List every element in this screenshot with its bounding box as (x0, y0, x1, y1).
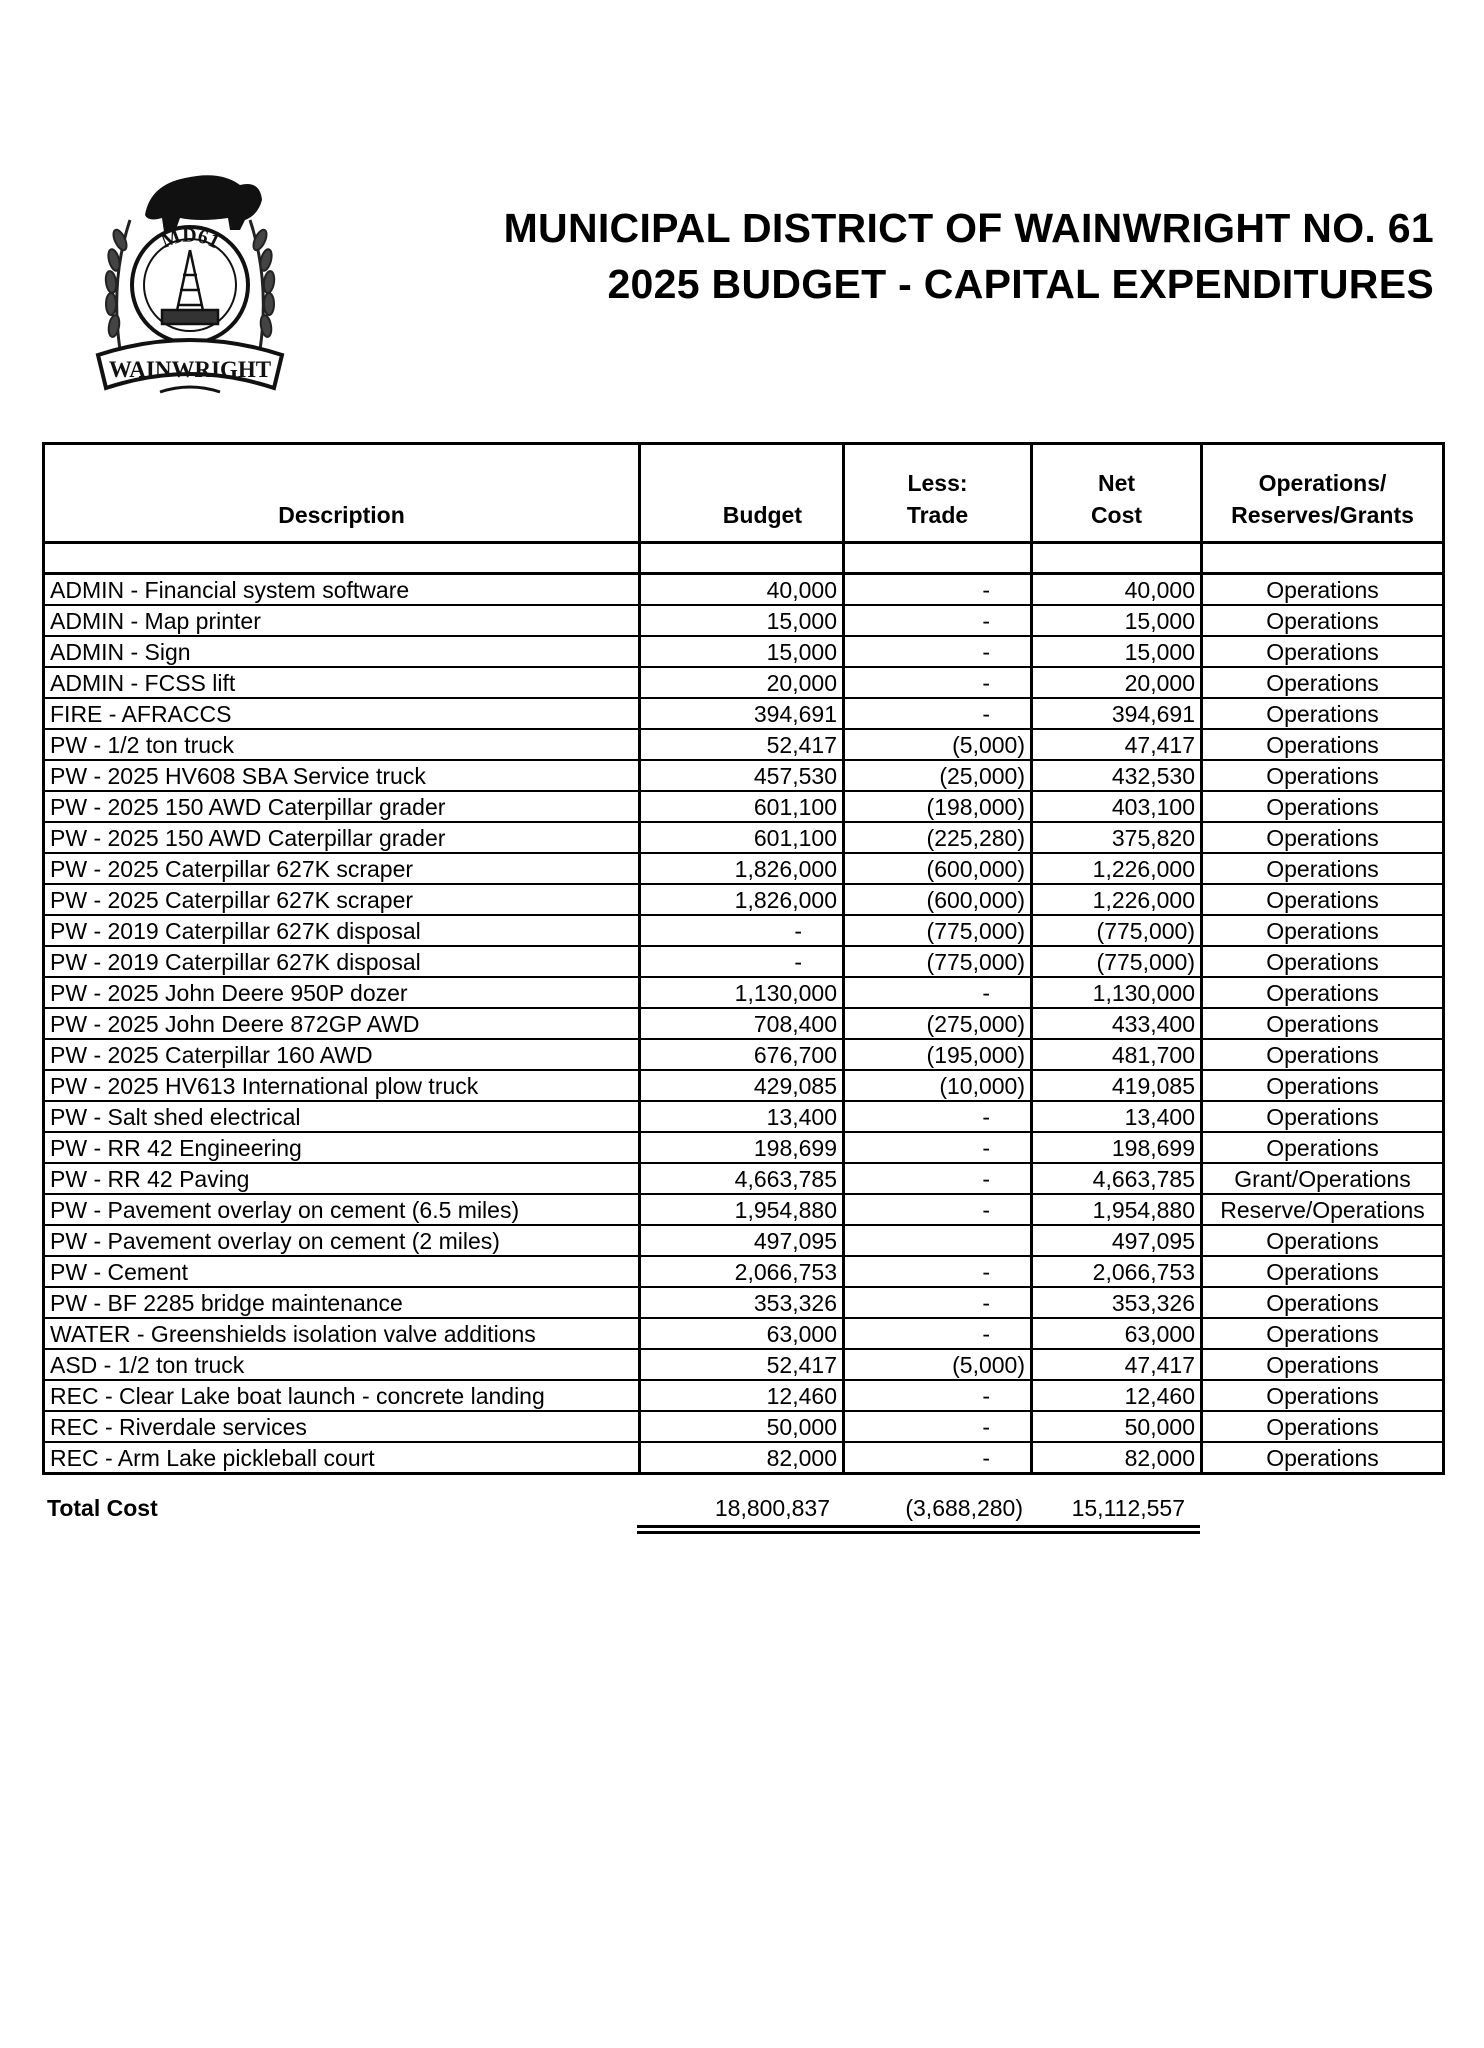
table-row (44, 977, 1444, 1008)
cell-net-cost: (775,000) (1032, 946, 1202, 977)
table-header-row (44, 444, 1444, 543)
cell-budget: 457,530 (640, 760, 844, 791)
table-row (44, 1101, 1444, 1132)
cell-description: PW - 2025 150 AWD Caterpillar grader (44, 822, 640, 853)
cell-funding-source: Operations (1202, 667, 1444, 698)
cell-funding-source: Operations (1202, 1380, 1444, 1411)
cell-description: PW - 1/2 ton truck (44, 729, 640, 760)
cell-net-cost: 481,700 (1032, 1039, 1202, 1070)
cell-net-cost: 1,226,000 (1032, 884, 1202, 915)
cell-trade: (10,000) (844, 1070, 1032, 1101)
cell-budget: 52,417 (640, 1349, 844, 1380)
cell-net-cost: 50,000 (1032, 1411, 1202, 1442)
cell-funding-source: Grant/Operations (1202, 1163, 1444, 1194)
table-row (44, 1349, 1444, 1380)
cell-description: PW - BF 2285 bridge maintenance (44, 1287, 640, 1318)
cell-trade: - (844, 1101, 1032, 1132)
cell-trade: - (844, 1287, 1032, 1318)
bison-icon (145, 175, 262, 232)
cell-description: PW - 2025 150 AWD Caterpillar grader (44, 791, 640, 822)
cell-funding-source: Operations (1202, 1132, 1444, 1163)
cell-funding-source: Operations (1202, 1225, 1444, 1256)
cell-budget: 394,691 (640, 698, 844, 729)
table-row (44, 636, 1444, 667)
cell-budget: - (640, 946, 844, 977)
logo-top-text: MD61 (158, 224, 223, 254)
table-row (44, 1163, 1444, 1194)
table-row (44, 1442, 1444, 1474)
cell-funding-source: Operations (1202, 1442, 1444, 1474)
table-row (44, 822, 1444, 853)
cell-net-cost: 403,100 (1032, 791, 1202, 822)
cell-trade: - (844, 605, 1032, 636)
cell-trade: - (844, 636, 1032, 667)
cell-description: PW - RR 42 Paving (44, 1163, 640, 1194)
cell-trade: - (844, 574, 1032, 606)
cell-description: ADMIN - FCSS lift (44, 667, 640, 698)
cell-budget: 12,460 (640, 1380, 844, 1411)
cell-funding-source: Operations (1202, 636, 1444, 667)
cell-net-cost: 12,460 (1032, 1380, 1202, 1411)
cell-net-cost: (775,000) (1032, 915, 1202, 946)
cell-funding-source: Operations (1202, 1349, 1444, 1380)
cell-trade: - (844, 1194, 1032, 1225)
cell-funding-source: Operations (1202, 605, 1444, 636)
cell-description: ADMIN - Sign (44, 636, 640, 667)
table-row (44, 1039, 1444, 1070)
cell-funding-source: Operations (1202, 884, 1444, 915)
cell-funding-source: Operations (1202, 574, 1444, 606)
cell-budget: 429,085 (640, 1070, 844, 1101)
cell-net-cost: 497,095 (1032, 1225, 1202, 1256)
cell-budget: 497,095 (640, 1225, 844, 1256)
table-row (44, 1287, 1444, 1318)
cell-net-cost: 1,130,000 (1032, 977, 1202, 1008)
cell-budget: 13,400 (640, 1101, 844, 1132)
table-row (44, 946, 1444, 977)
cell-net-cost: 20,000 (1032, 667, 1202, 698)
table-row (44, 1411, 1444, 1442)
table-row (44, 1008, 1444, 1039)
cell-funding-source: Operations (1202, 1318, 1444, 1349)
table-row (44, 1132, 1444, 1163)
cell-description: PW - Cement (44, 1256, 640, 1287)
cell-funding-source: Reserve/Operations (1202, 1194, 1444, 1225)
cell-trade: (600,000) (844, 884, 1032, 915)
cell-budget: 601,100 (640, 822, 844, 853)
cell-description: ASD - 1/2 ton truck (44, 1349, 640, 1380)
cell-trade: (5,000) (844, 1349, 1032, 1380)
table-row (44, 1194, 1444, 1225)
cell-description: PW - 2025 Caterpillar 160 AWD (44, 1039, 640, 1070)
cell-funding-source: Operations (1202, 1256, 1444, 1287)
cell-budget: 63,000 (640, 1318, 844, 1349)
cell-description: REC - Arm Lake pickleball court (44, 1442, 640, 1474)
total-label: Total Cost (47, 1495, 158, 1521)
cell-description: ADMIN - Map printer (44, 605, 640, 636)
table-row (44, 574, 1444, 606)
cell-trade: (275,000) (844, 1008, 1032, 1039)
cell-net-cost: 375,820 (1032, 822, 1202, 853)
cell-description: REC - Clear Lake boat launch - concrete landing (44, 1380, 640, 1411)
cell-budget: 2,066,753 (640, 1256, 844, 1287)
cell-description: REC - Riverdale services (44, 1411, 640, 1442)
total-double-underline (637, 1525, 1200, 1534)
cell-description: PW - 2025 HV613 International plow truck (44, 1070, 640, 1101)
header-net-cost: Net Cost (1032, 444, 1202, 543)
cell-trade: (600,000) (844, 853, 1032, 884)
cell-funding-source: Operations (1202, 946, 1444, 977)
table-row (44, 1380, 1444, 1411)
cell-net-cost: 432,530 (1032, 760, 1202, 791)
cell-trade: - (844, 698, 1032, 729)
header-budget: Budget (640, 444, 844, 543)
cell-net-cost: 13,400 (1032, 1101, 1202, 1132)
cell-budget: 1,130,000 (640, 977, 844, 1008)
cell-budget: 353,326 (640, 1287, 844, 1318)
cell-trade: - (844, 1163, 1032, 1194)
cell-budget: 1,954,880 (640, 1194, 844, 1225)
table-row (44, 698, 1444, 729)
cell-trade: - (844, 1442, 1032, 1474)
cell-funding-source: Operations (1202, 1101, 1444, 1132)
cell-funding-source: Operations (1202, 1008, 1444, 1039)
cell-budget: 1,826,000 (640, 884, 844, 915)
cell-budget: 82,000 (640, 1442, 844, 1474)
cell-funding-source: Operations (1202, 1070, 1444, 1101)
table-row (44, 1070, 1444, 1101)
cell-description: PW - 2019 Caterpillar 627K disposal (44, 915, 640, 946)
cell-net-cost: 63,000 (1032, 1318, 1202, 1349)
table-row (44, 667, 1444, 698)
cell-net-cost: 433,400 (1032, 1008, 1202, 1039)
cell-trade: - (844, 1132, 1032, 1163)
cell-trade: (25,000) (844, 760, 1032, 791)
cell-net-cost: 82,000 (1032, 1442, 1202, 1474)
logo-banner-text: WAINWRIGHT (108, 357, 272, 382)
cell-trade: (775,000) (844, 946, 1032, 977)
cell-funding-source: Operations (1202, 853, 1444, 884)
cell-description: PW - Pavement overlay on cement (2 miles) (44, 1225, 640, 1256)
cell-trade (844, 1225, 1032, 1256)
cell-trade: (225,280) (844, 822, 1032, 853)
cell-budget: 52,417 (640, 729, 844, 760)
cell-description: PW - RR 42 Engineering (44, 1132, 640, 1163)
cell-budget: 40,000 (640, 574, 844, 606)
cell-funding-source: Operations (1202, 729, 1444, 760)
cell-funding-source: Operations (1202, 822, 1444, 853)
cell-budget: - (640, 915, 844, 946)
cell-funding-source: Operations (1202, 698, 1444, 729)
cell-trade: - (844, 1380, 1032, 1411)
md61-wainwright-logo (90, 160, 290, 400)
table-row (44, 884, 1444, 915)
table-row (44, 605, 1444, 636)
cell-trade: (5,000) (844, 729, 1032, 760)
cell-budget: 15,000 (640, 636, 844, 667)
cell-trade: - (844, 977, 1032, 1008)
cell-description: PW - 2019 Caterpillar 627K disposal (44, 946, 640, 977)
cell-budget: 1,826,000 (640, 853, 844, 884)
cell-description: PW - 2025 Caterpillar 627K scraper (44, 853, 640, 884)
cell-net-cost: 47,417 (1032, 729, 1202, 760)
cell-net-cost: 1,954,880 (1032, 1194, 1202, 1225)
banner (98, 340, 282, 392)
cell-net-cost: 47,417 (1032, 1349, 1202, 1380)
document-subtitle: 2025 BUDGET - CAPITAL EXPENDITURES (607, 261, 1434, 307)
table-spacer-row (44, 543, 1444, 574)
cell-budget: 4,663,785 (640, 1163, 844, 1194)
cell-budget: 601,100 (640, 791, 844, 822)
cell-trade: (775,000) (844, 915, 1032, 946)
cell-budget: 676,700 (640, 1039, 844, 1070)
cell-funding-source: Operations (1202, 1411, 1444, 1442)
cell-description: PW - Salt shed electrical (44, 1101, 640, 1132)
cell-funding-source: Operations (1202, 977, 1444, 1008)
cell-funding-source: Operations (1202, 915, 1444, 946)
cell-description: FIRE - AFRACCS (44, 698, 640, 729)
cell-net-cost: 15,000 (1032, 636, 1202, 667)
table-row (44, 1318, 1444, 1349)
table-row (44, 915, 1444, 946)
cell-description: PW - 2025 Caterpillar 627K scraper (44, 884, 640, 915)
cell-trade: (195,000) (844, 1039, 1032, 1070)
cell-trade: (198,000) (844, 791, 1032, 822)
table-row (44, 791, 1444, 822)
cell-budget: 20,000 (640, 667, 844, 698)
cell-budget: 50,000 (640, 1411, 844, 1442)
cell-description: PW - 2025 John Deere 872GP AWD (44, 1008, 640, 1039)
cell-net-cost: 353,326 (1032, 1287, 1202, 1318)
cell-net-cost: 4,663,785 (1032, 1163, 1202, 1194)
cell-trade: - (844, 1318, 1032, 1349)
cell-net-cost: 2,066,753 (1032, 1256, 1202, 1287)
cell-description: ADMIN - Financial system software (44, 574, 640, 606)
cell-budget: 15,000 (640, 605, 844, 636)
badge-ring (132, 224, 248, 343)
total-budget: 18,800,837 (714, 1495, 830, 1521)
cell-trade: - (844, 667, 1032, 698)
cell-description: WATER - Greenshields isolation valve additions (44, 1318, 640, 1349)
table-row (44, 1256, 1444, 1287)
cell-description: PW - 2025 HV608 SBA Service truck (44, 760, 640, 791)
cell-budget: 708,400 (640, 1008, 844, 1039)
header-funding-source: Operations/ Reserves/Grants (1202, 444, 1444, 543)
header-description: Description (44, 444, 640, 543)
cell-funding-source: Operations (1202, 791, 1444, 822)
cell-net-cost: 198,699 (1032, 1132, 1202, 1163)
cell-description: PW - Pavement overlay on cement (6.5 miles) (44, 1194, 640, 1225)
table-row (44, 1225, 1444, 1256)
total-trade: (3,688,280) (905, 1495, 1023, 1521)
table-row (44, 853, 1444, 884)
document-title: MUNICIPAL DISTRICT OF WAINWRIGHT NO. 61 (503, 205, 1434, 251)
cell-net-cost: 40,000 (1032, 574, 1202, 606)
cell-net-cost: 15,000 (1032, 605, 1202, 636)
table-row (44, 760, 1444, 791)
cell-net-cost: 1,226,000 (1032, 853, 1202, 884)
cell-budget: 198,699 (640, 1132, 844, 1163)
cell-trade: - (844, 1411, 1032, 1442)
cell-funding-source: Operations (1202, 1039, 1444, 1070)
capital-expenditures-table (42, 442, 1445, 1475)
cell-description: PW - 2025 John Deere 950P dozer (44, 977, 640, 1008)
total-net-cost: 15,112,557 (1071, 1495, 1185, 1521)
cell-trade: - (844, 1256, 1032, 1287)
header-trade: Less: Trade (844, 444, 1032, 543)
cell-net-cost: 419,085 (1032, 1070, 1202, 1101)
cell-funding-source: Operations (1202, 1287, 1444, 1318)
cell-funding-source: Operations (1202, 760, 1444, 791)
table-row (44, 729, 1444, 760)
cell-net-cost: 394,691 (1032, 698, 1202, 729)
